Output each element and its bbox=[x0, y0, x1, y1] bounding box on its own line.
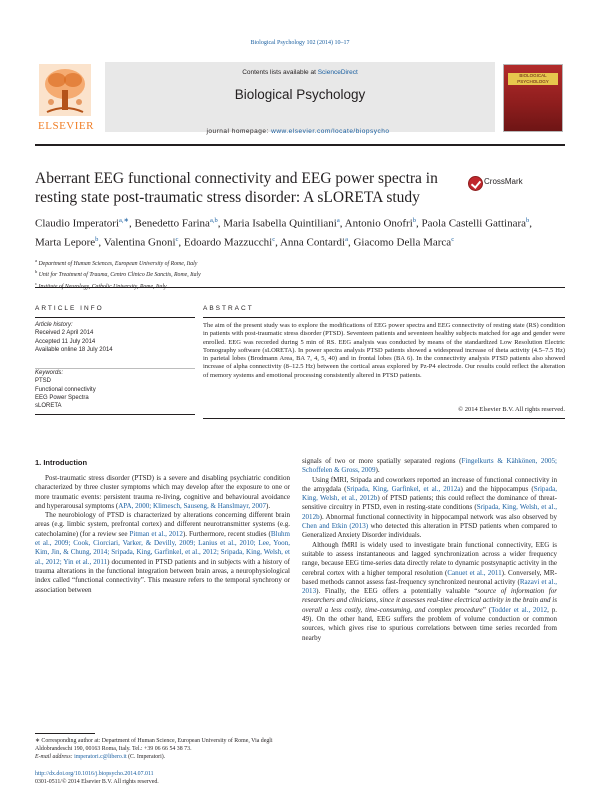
body-paragraph bbox=[302, 457, 557, 476]
citation-link[interactable]: Sripada, King, Welsh, et al., 2012b bbox=[302, 503, 557, 521]
homepage-label: journal homepage: bbox=[206, 128, 272, 135]
affiliation-marker: c bbox=[35, 280, 37, 286]
journal-citation[interactable]: Biological Psychology 102 (2014) 10–17 bbox=[250, 40, 350, 46]
article-history bbox=[35, 321, 195, 354]
email-line bbox=[35, 753, 290, 761]
paragraph-text: who detected this alteration in PTSD patients when compared to Generalized Anxiety Disorder individuals. bbox=[302, 522, 557, 540]
body-paragraph bbox=[35, 474, 290, 511]
body-column-right bbox=[302, 457, 557, 643]
author-affiliation-marker[interactable]: c bbox=[272, 235, 276, 243]
doi-link[interactable]: http://dx.doi.org/10.1016/j.biopsycho.2014.07.011 bbox=[35, 771, 154, 777]
history-label: Article history: bbox=[35, 322, 73, 328]
paragraph-text: ). bbox=[375, 466, 380, 475]
keywords bbox=[35, 369, 195, 410]
keyword: EEG Power Spectra bbox=[35, 394, 89, 401]
email-link[interactable]: imperatori.c@libero.it bbox=[74, 754, 127, 760]
author-name[interactable]: Marta Lepore bbox=[35, 236, 96, 249]
cover-title: BIOLOGICAL PSYCHOLOGY bbox=[508, 73, 558, 85]
elsevier-logo bbox=[35, 64, 95, 132]
paragraph-text: ” ( bbox=[482, 605, 492, 614]
article-info-heading: ARTICLE INFO bbox=[35, 305, 104, 312]
citation-link[interactable]: Sripada, King, Garfinkel, et al., 2012a bbox=[346, 484, 461, 493]
keyword: sLORETA bbox=[35, 403, 62, 410]
author-name[interactable]: Anna Contardi bbox=[279, 236, 346, 249]
corresponding-author-text: ∗ Corresponding author at: Department of Human Science, European University of Rome, Via degli Aldobrandeschi 190, 00163 Roma, Italy. Tel.: +39 06 66 54 38 73. bbox=[35, 738, 273, 752]
keyword: Functional connectivity bbox=[35, 386, 96, 393]
journal-banner bbox=[105, 62, 495, 132]
keywords-label: Keywords: bbox=[35, 370, 64, 376]
contents-available bbox=[105, 69, 495, 76]
crossmark-label: CrossMark bbox=[484, 177, 523, 186]
citation-link[interactable]: Sripada, King, Welsh, et al., 2012b bbox=[302, 484, 557, 503]
elsevier-tree-icon bbox=[39, 64, 91, 116]
paragraph-text: ) of PTSD patients; this could reflect the dominance of threat-sensitive circuitry in PTSD, even in resting-state conditions ( bbox=[302, 494, 557, 512]
author-affiliation-marker[interactable]: a,∗ bbox=[119, 217, 129, 224]
author-affiliation-marker[interactable]: b bbox=[412, 217, 417, 224]
abstract-copyright: © 2014 Elsevier B.V. All rights reserved. bbox=[458, 406, 565, 413]
citation-link[interactable]: Canuet et al., 2011 bbox=[447, 568, 502, 577]
author-name[interactable]: Claudio Imperatori bbox=[35, 217, 120, 230]
issn-line: 0301-0511/© 2014 Elsevier B.V. All rights reserved. bbox=[35, 779, 159, 785]
citation-link[interactable]: APA, 2000; Klimesch, Sauseng, & Hanslmayr, 2007 bbox=[118, 501, 267, 510]
author-name[interactable]: Benedetto Farina bbox=[134, 217, 210, 230]
paragraph-text: ). bbox=[266, 501, 271, 510]
journal-cover bbox=[503, 64, 563, 132]
journal-title: Biological Psychology bbox=[234, 87, 366, 102]
author-list: Claudio Imperatori$^{a,∗}$, Benedetto Farina$^{a,b}$, Maria Isabella Quintiliani$^a$, Antonio Onofri$^b$, Paola Castelli Gattinara$^b$, Marta Lepore$^b$, Valentina Gnoni$^c$, Edoardo Mazzucchi$^c$, Anna Contardi$^a$, Giacomo Della Marca$^c$ bbox=[35, 217, 532, 249]
author-affiliation-marker[interactable]: b bbox=[526, 217, 530, 224]
email-label: E-mail address: bbox=[35, 754, 75, 760]
masthead bbox=[35, 62, 565, 140]
article-info-bottom-rule bbox=[35, 414, 195, 415]
paragraph-text: ) documented in PTSD patients and in subjects with a history of trauma alterations in the functional integration between brain areas, a neurophysiological index called “functional connectivity”. This measure refers to the temporal synchrony or association between bbox=[35, 557, 290, 594]
sciencedirect-link[interactable]: ScienceDirect bbox=[317, 69, 358, 76]
author-affiliation-marker[interactable]: c bbox=[175, 235, 179, 243]
citation-link[interactable]: Bluhm et al., 2009; Cook, Ciorciari, Varker, & Devilly, 2009; Lanius et al., 2010; Lee, Yoon, Kim, Jin, & Chung, 2014; Sripada, King, Garfinkel, et al., 2012; Sripada, King, Welsh, et al., 2012; Yin et al., 2011 bbox=[35, 529, 290, 566]
history-item: Accepted 11 July 2014 bbox=[35, 338, 96, 345]
email-suffix: (C. Imperatori). bbox=[126, 754, 166, 760]
quoted-text: source of information for researchers and clinicians, since it assesses real-time electrical activity in the brain and is overall a less costly, time-consuming, and complex procedure bbox=[302, 587, 558, 614]
elsevier-wordmark: ELSEVIER bbox=[38, 120, 94, 132]
crossmark-icon bbox=[468, 176, 483, 191]
history-item: Available online 18 July 2014 bbox=[35, 346, 113, 353]
keyword: PTSD bbox=[35, 378, 52, 385]
body-paragraph bbox=[35, 511, 290, 595]
abstract-rule bbox=[203, 317, 565, 318]
author-affiliation-marker[interactable]: a bbox=[345, 235, 348, 243]
paragraph-text: ). Furthermore, recent studies ( bbox=[182, 529, 271, 538]
abstract-text: The aim of the present study was to explore the modifications of EEG power spectra and EEG connectivity of resting state (RS) condition in patients with post-traumatic stress disorder (PTSD). Seventeen patients and seventeen healthy subjects matched for age and gender were enrolled. EEG was recorded during 5 min of RS. EEG analysis was conducted by means of the standardized Low Resolution Electric Tomography software (sLORETA). In power spectra analysis PTSD patients showed a widespread increase of theta activity (4.5–7.5 Hz) in parietal lobes (Brodmann Area, BA 7, 4, 5, 40) and in frontal lobes (BA 6). In the connectivity analysis PTSD patients also showed increase of alpha connectivity (8–12.5 Hz) between the cortical areas explored by Pz-P4 electrode. Our results could reflect the alteration of memory systems and emotional processing consistently altered in PTSD patients. bbox=[203, 322, 565, 379]
affiliation-marker: b bbox=[35, 269, 38, 275]
history-item: Received 2 April 2014 bbox=[35, 330, 94, 337]
paragraph-text: ). Finally, the EEG offers a potentially valuable “ bbox=[316, 587, 478, 596]
citation-link[interactable]: Pitman et al., 2012 bbox=[129, 529, 183, 538]
abstract-bottom-rule bbox=[203, 418, 565, 419]
paragraph-text: ). Conversely, MR-based methods cannot assess fast-frequency synchronized neuronal activity ( bbox=[302, 568, 557, 586]
author-name[interactable]: Antonio Onofri bbox=[344, 217, 413, 230]
paragraph-text: Although fMRI is widely used to investigate brain functional connectivity, EEG is suitable to assess instantaneous and lagged synchronization across a wider frequency range, because EEG time-series data directly relate to dynamic postsynaptic activity in the cerebral cortex with a higher temporal resolution ( bbox=[302, 540, 557, 577]
paragraph-text: Using fMRI, Sripada and coworkers reported an increase of functional connectivity in the amygdala ( bbox=[302, 475, 557, 493]
paragraph-text: The neurobiology of PTSD is characterized by alterations concerning different brain areas (e.g. limbic system, prefrontal cortex) and different neurotransmitter systems (e.g. catecholamine) (for a review see bbox=[35, 511, 290, 538]
citation-link[interactable]: Chen and Etkin (2013) bbox=[302, 522, 369, 531]
masthead-rule bbox=[35, 144, 565, 146]
author-name[interactable]: Valentina Gnoni bbox=[103, 236, 176, 249]
author-name[interactable]: Edoardo Mazzucchi bbox=[183, 236, 273, 249]
footnote-rule bbox=[35, 733, 95, 734]
corresponding-author-footnote bbox=[35, 737, 290, 761]
author-name[interactable]: Giacomo Della Marca bbox=[353, 236, 452, 249]
author-name[interactable]: Maria Isabella Quintiliani bbox=[223, 217, 337, 230]
author-affiliation-marker[interactable]: b bbox=[95, 235, 99, 243]
section-heading-introduction: 1. Introduction bbox=[35, 458, 88, 467]
body-paragraph bbox=[302, 476, 557, 541]
author-affiliation-marker[interactable]: c bbox=[451, 235, 455, 243]
affiliation-marker: a bbox=[35, 258, 37, 263]
homepage-link[interactable]: www.elsevier.com/locate/biopsycho bbox=[271, 128, 390, 135]
paragraph-text: Post-traumatic stress disorder (PTSD) is a severe and disabling psychiatric condition characterized by three cluster symptoms which may develop after the exposure to one or more traumatic events: persistent trauma re-living, cognitive and behavioural avoidance and hyperarousal symptoms ( bbox=[35, 474, 290, 510]
affiliation-rule bbox=[35, 287, 565, 288]
article-meta bbox=[35, 770, 335, 786]
citation-link[interactable]: Todder et al., 2012 bbox=[491, 605, 548, 614]
body-column-left bbox=[35, 474, 290, 595]
paragraph-text: ) and the hippocampus ( bbox=[460, 484, 534, 493]
author-affiliation-marker[interactable]: a,b bbox=[209, 217, 218, 224]
affiliation bbox=[35, 280, 535, 291]
contents-prefix: Contents lists available at bbox=[242, 69, 318, 76]
body-paragraph bbox=[302, 541, 557, 643]
paragraph-text: signals of two or more spatially separated regions ( bbox=[302, 457, 462, 465]
journal-homepage bbox=[103, 128, 493, 135]
paragraph-text: ). Abnormal functional connectivity in hippocampal network was also observed by bbox=[319, 512, 557, 521]
author-name[interactable]: Paola Castelli Gattinara bbox=[421, 217, 526, 230]
article-info-rule bbox=[35, 317, 195, 318]
paragraph-text: , p. 49). On the other hand, EEG suffers the problem of volume conduction or common sources, which gives rise to spurious correlations between time series recorded from nearby bbox=[302, 605, 557, 642]
author-affiliation-marker[interactable]: a bbox=[336, 217, 340, 224]
affiliation: $^b$ Unit for Treatment of Trauma, Centro Clinico De Sanctis, Rome, Italy bbox=[35, 269, 201, 279]
citation-link[interactable]: Fingelkurts & Kähkönen, 2005; Schoffelen & Gross, 2009 bbox=[302, 457, 557, 475]
abstract-heading: ABSTRACT bbox=[203, 305, 254, 312]
article-title: Aberrant EEG functional connectivity and EEG power spectra in resting state post-traumatic stress disorder: A sLORETA study bbox=[35, 170, 438, 206]
crossmark-badge[interactable] bbox=[468, 176, 538, 190]
affiliation: $^a$ Department of Human Sciences, European University of Rome, Italy bbox=[35, 258, 198, 267]
citation-link[interactable]: Razavi et al., 2013 bbox=[302, 577, 557, 596]
